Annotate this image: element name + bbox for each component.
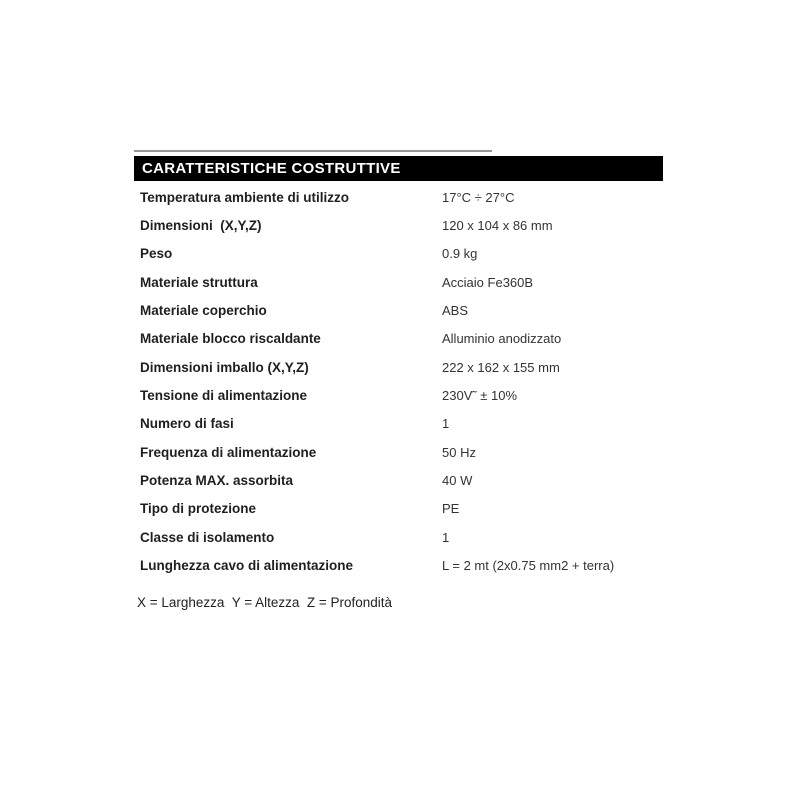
spec-row — [134, 410, 663, 438]
spec-table — [134, 183, 663, 580]
spec-label: Potenza MAX. assorbita — [140, 473, 294, 489]
spec-row — [134, 495, 663, 523]
spec-label: Tipo di protezione — [140, 501, 256, 517]
section-title: CARATTERISTICHE COSTRUTTIVE — [142, 160, 401, 177]
spec-value: 1 — [442, 416, 450, 432]
spec-value: 222 x 162 x 155 mm — [442, 359, 560, 375]
spec-row — [134, 240, 663, 268]
spec-label: Materiale blocco riscaldante — [140, 331, 321, 347]
spec-label: Numero di fasi — [140, 416, 234, 432]
spec-value: 1 — [442, 529, 450, 545]
spec-row — [134, 183, 663, 211]
spec-label: Materiale coperchio — [140, 303, 267, 319]
spec-row — [134, 325, 663, 353]
spec-row — [134, 551, 663, 579]
spec-row — [134, 211, 663, 239]
spec-value: 17°C ÷ 27°C — [442, 189, 515, 205]
spec-row — [134, 438, 663, 466]
spec-label: Temperatura ambiente di utilizzo — [140, 189, 350, 205]
spec-label: Peso — [140, 246, 173, 262]
spec-value: PE — [442, 501, 460, 517]
spec-label: Dimensioni (X,Y,Z) — [140, 218, 262, 234]
spec-label: Tensione di alimentazione — [140, 388, 308, 404]
spec-value: 120 x 104 x 86 mm — [442, 218, 553, 234]
spec-value: 230V˜ ± 10% — [442, 388, 518, 404]
spec-value: Alluminio anodizzato — [442, 331, 562, 347]
spec-label: Classe di isolamento — [140, 529, 275, 545]
spec-value: ABS — [442, 303, 469, 319]
dimension-legend: X = Larghezza Y = Altezza Z = Profondità — [137, 595, 393, 610]
spec-value: 50 Hz — [442, 444, 476, 460]
spec-row — [134, 268, 663, 296]
spec-value: 0.9 kg — [442, 246, 478, 262]
spec-value: Acciaio Fe360B — [442, 274, 534, 290]
spec-row — [134, 523, 663, 551]
spec-value: 40 W — [442, 473, 473, 489]
spec-label: Dimensioni imballo (X,Y,Z) — [140, 359, 309, 375]
spec-label: Lunghezza cavo di alimentazione — [140, 558, 354, 574]
spec-row — [134, 466, 663, 494]
top-border-line — [134, 150, 492, 152]
spec-label: Materiale struttura — [140, 274, 258, 290]
section-header-bar — [134, 156, 663, 181]
spec-row — [134, 381, 663, 409]
spec-row — [134, 353, 663, 381]
spec-label: Frequenza di alimentazione — [140, 444, 317, 460]
spec-value: L = 2 mt (2x0.75 mm2 + terra) — [442, 558, 615, 574]
spec-row — [134, 296, 663, 324]
